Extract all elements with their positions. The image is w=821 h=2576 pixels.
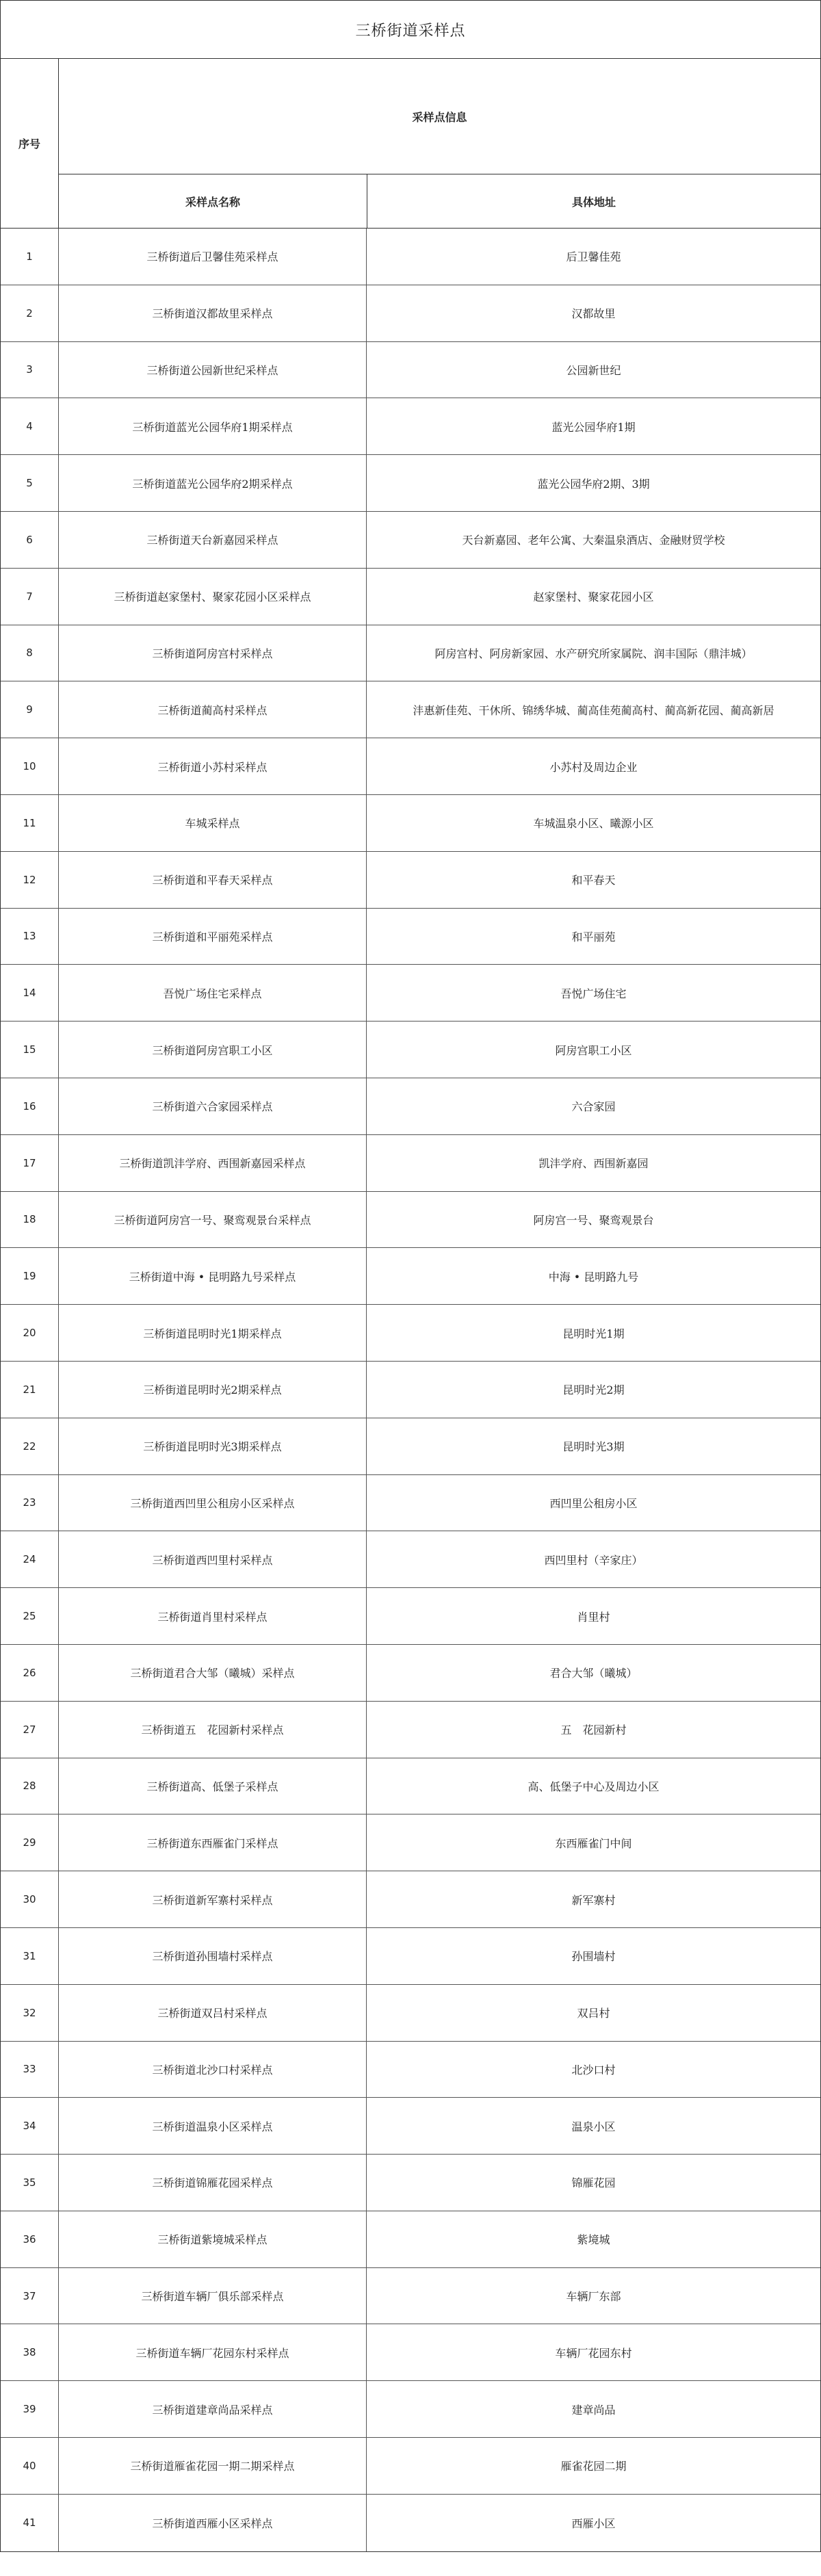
row-sampling-point-name: 三桥街道小苏村采样点	[59, 738, 367, 794]
table-row	[1, 1305, 820, 1362]
table-row	[1, 965, 820, 1022]
row-serial-number: 12	[1, 852, 59, 908]
row-serial-number: 6	[1, 512, 59, 568]
row-address: 紫境城	[577, 2233, 610, 2247]
row-address: 温泉小区	[571, 2120, 616, 2133]
row-address: 东西雁雀门中间	[555, 1836, 632, 1850]
row-serial-number: 30	[1, 1871, 59, 1927]
table-row	[1, 625, 820, 682]
row-address: 西凹里村（辛家庄）	[544, 1553, 643, 1567]
row-serial-number: 18	[1, 1192, 59, 1248]
row-serial-number: 3	[1, 342, 59, 398]
row-sampling-point-name: 三桥街道君合大邹（曦城）采样点	[59, 1645, 367, 1701]
row-sampling-point-name: 三桥街道东西雁雀门采样点	[59, 1814, 367, 1871]
table-row	[1, 1758, 820, 1815]
table-row	[1, 2042, 820, 2098]
row-sampling-point-name: 三桥街道新军寨村采样点	[59, 1871, 367, 1927]
table-row	[1, 1928, 820, 1985]
row-sampling-point-name: 三桥街道和平丽苑采样点	[59, 909, 367, 965]
table-row	[1, 681, 820, 738]
row-address: 双吕村	[577, 2007, 610, 2020]
row-serial-number: 23	[1, 1475, 59, 1531]
row-address: 沣惠新佳苑、干休所、锦绣华城、蔺高佳苑蔺高村、蔺高新花园、蔺高新居	[413, 703, 774, 717]
row-sampling-point-name: 车城采样点	[59, 795, 367, 851]
row-sampling-point-name: 三桥街道昆明时光1期采样点	[59, 1305, 367, 1361]
row-serial-number: 40	[1, 2438, 59, 2494]
table-row	[1, 455, 820, 512]
row-serial-number: 32	[1, 1985, 59, 2041]
row-sampling-point-name: 三桥街道孙围墙村采样点	[59, 1928, 367, 1984]
row-serial-number: 34	[1, 2098, 59, 2154]
row-sampling-point-name: 三桥街道汉都故里采样点	[59, 285, 367, 341]
row-serial-number: 28	[1, 1758, 59, 1814]
row-address: 孙围墙村	[571, 1950, 616, 1964]
table-row	[1, 2324, 820, 2381]
table-row	[1, 512, 820, 569]
row-serial-number: 10	[1, 738, 59, 794]
table-row	[1, 1588, 820, 1645]
table-row	[1, 795, 820, 852]
row-sampling-point-name: 三桥街道雁雀花园一期二期采样点	[59, 2438, 367, 2494]
row-sampling-point-name: 三桥街道昆明时光3期采样点	[59, 1418, 367, 1474]
table-row	[1, 342, 820, 399]
header-serial-number: 序号	[1, 59, 59, 228]
row-sampling-point-name: 三桥街道阿房宫村采样点	[59, 625, 367, 681]
row-address: 昆明时光3期	[562, 1440, 625, 1454]
row-address: 后卫馨佳苑	[566, 250, 621, 264]
row-sampling-point-name: 三桥街道西凹里公租房小区采样点	[59, 1475, 367, 1531]
table-row	[1, 1135, 820, 1192]
table-row	[1, 285, 820, 342]
table-row	[1, 852, 820, 909]
table-row	[1, 1531, 820, 1588]
row-serial-number: 1	[1, 229, 59, 285]
table-row	[1, 2268, 820, 2325]
row-sampling-point-name: 三桥街道阿房宫一号、聚鸾观景台采样点	[59, 1192, 367, 1248]
row-serial-number: 21	[1, 1362, 59, 1418]
header-sampling-info: 采样点信息	[59, 59, 820, 174]
row-sampling-point-name: 三桥街道公园新世纪采样点	[59, 342, 367, 398]
row-sampling-point-name: 三桥街道蓝光公园华府1期采样点	[59, 398, 367, 454]
row-address: 公园新世纪	[566, 363, 621, 377]
row-address: 阿房宫职工小区	[555, 1043, 632, 1057]
row-serial-number: 13	[1, 909, 59, 965]
row-sampling-point-name: 三桥街道赵家堡村、聚家花园小区采样点	[59, 569, 367, 625]
row-serial-number: 9	[1, 681, 59, 738]
row-serial-number: 31	[1, 1928, 59, 1984]
row-sampling-point-name: 吾悦广场住宅采样点	[59, 965, 367, 1021]
row-address: 车城温泉小区、曦源小区	[533, 817, 654, 831]
row-sampling-point-name: 三桥街道锦雁花园采样点	[59, 2155, 367, 2211]
table-row	[1, 1418, 820, 1475]
table-row	[1, 1192, 820, 1249]
row-sampling-point-name: 三桥街道阿房宫职工小区	[59, 1022, 367, 1078]
table-row	[1, 909, 820, 965]
row-address: 小苏村及周边企业	[549, 760, 638, 774]
row-serial-number: 33	[1, 2042, 59, 2098]
row-address: 蓝光公园华府2期、3期	[537, 477, 650, 491]
table-row	[1, 569, 820, 625]
row-serial-number: 11	[1, 795, 59, 851]
row-address: 天台新嘉园、老年公寓、大秦温泉酒店、金融财贸学校	[462, 534, 725, 547]
row-sampling-point-name: 三桥街道后卫馨佳苑采样点	[59, 229, 367, 285]
row-serial-number: 7	[1, 569, 59, 625]
row-address: 吾悦广场住宅	[560, 987, 627, 1000]
row-serial-number: 27	[1, 1702, 59, 1758]
row-address: 中海 • 昆明路九号	[548, 1270, 639, 1284]
row-sampling-point-name: 三桥街道凯沣学府、西围新嘉园采样点	[59, 1135, 367, 1191]
row-serial-number: 41	[1, 2495, 59, 2551]
table-row	[1, 1702, 820, 1758]
row-serial-number: 15	[1, 1022, 59, 1078]
table-row	[1, 2098, 820, 2155]
row-address: 蓝光公园华府1期	[551, 420, 636, 434]
row-address: 和平春天	[571, 874, 616, 887]
row-serial-number: 24	[1, 1531, 59, 1587]
row-address: 汉都故里	[571, 307, 616, 321]
row-address: 雁雀花园二期	[560, 2460, 627, 2473]
header-sampling-point-name: 采样点名称	[59, 174, 367, 228]
row-address: 车辆厂东部	[566, 2290, 621, 2304]
table-row	[1, 1022, 820, 1078]
row-serial-number: 26	[1, 1645, 59, 1701]
table-row	[1, 2211, 820, 2268]
table-row	[1, 738, 820, 795]
row-sampling-point-name: 三桥街道双吕村采样点	[59, 1985, 367, 2041]
row-address: 肖里村	[577, 1610, 610, 1624]
row-serial-number: 37	[1, 2268, 59, 2324]
header-right-group	[59, 59, 820, 228]
row-serial-number: 35	[1, 2155, 59, 2211]
row-serial-number: 39	[1, 2381, 59, 2437]
row-serial-number: 16	[1, 1078, 59, 1134]
row-serial-number: 8	[1, 625, 59, 681]
table-row	[1, 1475, 820, 1532]
table-row	[1, 398, 820, 455]
table-row	[1, 1078, 820, 1135]
row-address: 阿房宫村、阿房新家园、水产研究所家属院、润丰国际（鼎沣城）	[434, 647, 753, 660]
row-sampling-point-name: 三桥街道六合家园采样点	[59, 1078, 367, 1134]
row-sampling-point-name: 三桥街道车辆厂花园东村采样点	[59, 2324, 367, 2380]
table-body	[1, 229, 820, 2551]
row-address: 西雁小区	[571, 2516, 616, 2530]
row-address: 锦雁花园	[571, 2176, 616, 2190]
table-row	[1, 1362, 820, 1418]
row-serial-number: 29	[1, 1814, 59, 1871]
row-address: 五 花园新村	[560, 1723, 627, 1737]
row-address: 赵家堡村、聚家花园小区	[533, 590, 654, 604]
row-address: 阿房宫一号、聚鸾观景台	[533, 1213, 654, 1227]
row-sampling-point-name: 三桥街道高、低堡子采样点	[59, 1758, 367, 1814]
row-address: 西凹里公租房小区	[549, 1496, 638, 1510]
row-address: 昆明时光2期	[562, 1383, 625, 1397]
table-header	[1, 59, 820, 229]
table-row	[1, 1645, 820, 1702]
row-sampling-point-name: 三桥街道昆明时光2期采样点	[59, 1362, 367, 1418]
row-serial-number: 22	[1, 1418, 59, 1474]
row-address: 六合家园	[571, 1100, 616, 1114]
row-sampling-point-name: 三桥街道车辆厂俱乐部采样点	[59, 2268, 367, 2324]
row-sampling-point-name: 三桥街道中海 • 昆明路九号采样点	[59, 1248, 367, 1304]
row-serial-number: 38	[1, 2324, 59, 2380]
row-address: 车辆厂花园东村	[555, 2346, 632, 2360]
row-sampling-point-name: 三桥街道西凹里村采样点	[59, 1531, 367, 1587]
row-serial-number: 36	[1, 2211, 59, 2267]
row-sampling-point-name: 三桥街道和平春天采样点	[59, 852, 367, 908]
row-serial-number: 14	[1, 965, 59, 1021]
row-sampling-point-name: 三桥街道北沙口村采样点	[59, 2042, 367, 2098]
row-serial-number: 5	[1, 455, 59, 511]
row-address: 君合大邹（曦城）	[549, 1667, 638, 1680]
table-row	[1, 1985, 820, 2042]
table-row	[1, 2495, 820, 2551]
row-sampling-point-name: 三桥街道肖里村采样点	[59, 1588, 367, 1644]
row-serial-number: 4	[1, 398, 59, 454]
row-serial-number: 20	[1, 1305, 59, 1361]
row-address: 高、低堡子中心及周边小区	[527, 1780, 660, 1793]
row-address: 凯沣学府、西围新嘉园	[538, 1157, 649, 1171]
table-row	[1, 229, 820, 285]
row-sampling-point-name: 三桥街道蓝光公园华府2期采样点	[59, 455, 367, 511]
header-subcolumns	[59, 174, 820, 228]
table-row	[1, 2381, 820, 2438]
row-address: 和平丽苑	[571, 930, 616, 944]
table-row	[1, 2438, 820, 2495]
row-sampling-point-name: 三桥街道紫境城采样点	[59, 2211, 367, 2267]
row-serial-number: 19	[1, 1248, 59, 1304]
row-sampling-point-name: 三桥街道西雁小区采样点	[59, 2495, 367, 2551]
row-serial-number: 25	[1, 1588, 59, 1644]
table-row	[1, 1814, 820, 1871]
row-address: 昆明时光1期	[562, 1327, 625, 1340]
row-serial-number: 17	[1, 1135, 59, 1191]
row-sampling-point-name: 三桥街道五 花园新村采样点	[59, 1702, 367, 1758]
row-sampling-point-name: 三桥街道建章尚品采样点	[59, 2381, 367, 2437]
row-sampling-point-name: 三桥街道温泉小区采样点	[59, 2098, 367, 2154]
table-row	[1, 1871, 820, 1928]
row-address: 北沙口村	[571, 2063, 616, 2077]
row-address: 建章尚品	[571, 2403, 616, 2417]
table-title: 三桥街道采样点	[1, 1, 820, 59]
table-row	[1, 1248, 820, 1305]
row-sampling-point-name: 三桥街道蔺高村采样点	[59, 681, 367, 738]
row-address: 新军寨村	[571, 1893, 616, 1907]
row-serial-number: 2	[1, 285, 59, 341]
row-sampling-point-name: 三桥街道天台新嘉园采样点	[59, 512, 367, 568]
table-row	[1, 2155, 820, 2211]
header-address: 具体地址	[571, 195, 616, 209]
